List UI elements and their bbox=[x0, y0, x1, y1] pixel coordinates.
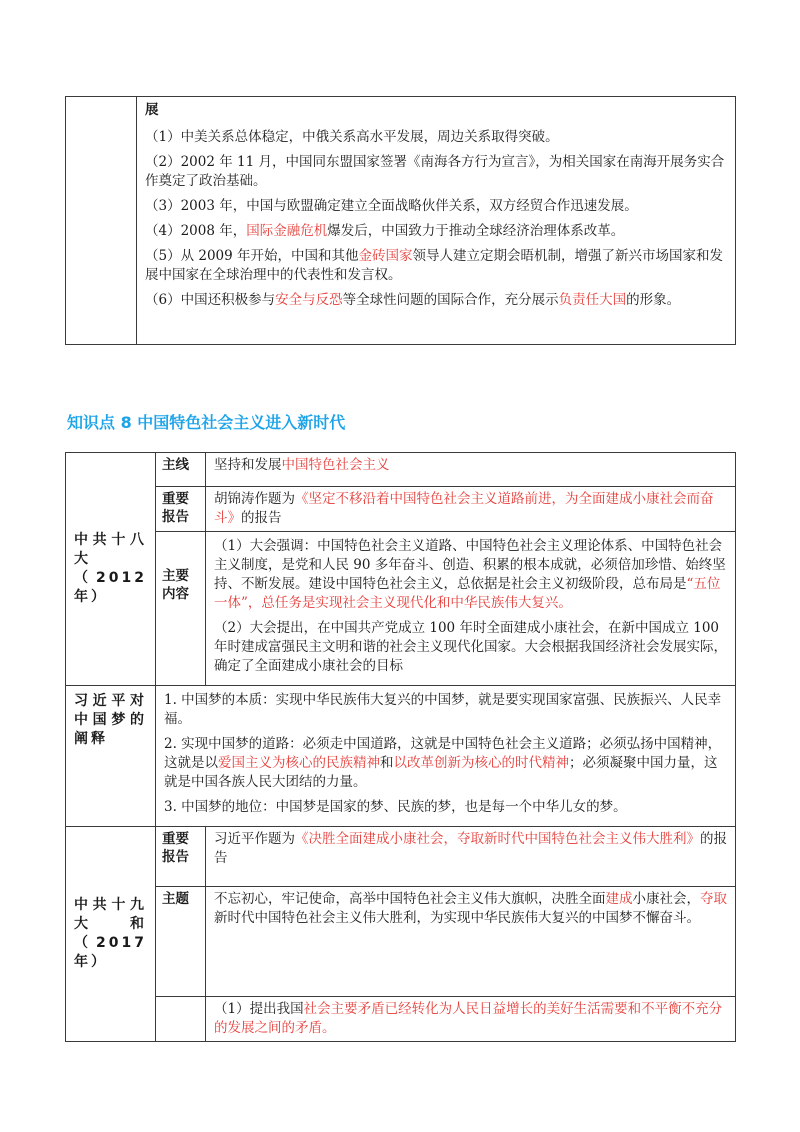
row-label-empty bbox=[156, 997, 206, 1042]
cpc18-label: 中共十八大（2012年） bbox=[66, 453, 156, 686]
text-run: （1）中美关系总体稳定，中俄关系高水平发展，周边关系取得突破。 bbox=[145, 129, 559, 145]
top-content-cell bbox=[137, 97, 736, 345]
paragraph bbox=[164, 691, 727, 729]
highlight-text: 国际金融危机 bbox=[246, 223, 328, 239]
row-label-report-19: 重要报告 bbox=[156, 827, 206, 887]
text-run: 习近平作题为 bbox=[214, 831, 295, 847]
cpc18-content-text bbox=[214, 537, 727, 676]
text-run: 的报告 bbox=[241, 510, 282, 526]
cpc18-mainline-text bbox=[214, 456, 727, 475]
highlight-text: 夺取 bbox=[700, 891, 727, 907]
text-run: 等全球性问题的国际合作，充分展示 bbox=[342, 292, 559, 308]
highlight-text: 《决胜全面建成小康社会，夺取新时代中国特色社会主义伟大胜利》 bbox=[295, 831, 700, 847]
highlight-text: 建成 bbox=[605, 891, 633, 907]
top-list-item bbox=[145, 128, 727, 147]
highlight-text: 以改革创新为核心的时代精神 bbox=[393, 755, 569, 771]
text-run: 新时代中国特色社会主义伟大胜利，为实现中华民族伟大复兴的中国梦不懈奋斗。 bbox=[214, 910, 700, 926]
xi-dream-label: 习近平对中国梦的阐释 bbox=[66, 686, 156, 827]
highlight-text: 《坚定不移沿着中国特色社会主义道路前进，为全面建成小康社会而奋斗》 bbox=[214, 491, 714, 526]
highlight-text: 社会主要矛盾已经转化为人民日益增长的美好生活需要和不平衡不充分的发展之间的矛盾。 bbox=[214, 1001, 723, 1036]
continued-title: 展 bbox=[145, 102, 159, 118]
text-run: 3. 中国梦的地位：中国梦是国家的梦、民族的梦，也是每一个中华儿女的梦。 bbox=[164, 799, 627, 815]
text-run: （4）2008 年， bbox=[145, 223, 247, 239]
text-run: 的报告 bbox=[214, 831, 727, 866]
paragraph bbox=[214, 619, 727, 676]
text-run: （1）提出我国 bbox=[214, 1001, 304, 1017]
text-run: （5）从 2009 年开始，中国和其他 bbox=[145, 248, 359, 264]
cpc19-theme-text bbox=[214, 890, 727, 928]
top-list-item bbox=[145, 291, 727, 310]
text-run: 小康社会， bbox=[632, 891, 700, 907]
paragraph bbox=[164, 798, 727, 817]
cpc19-report-cell bbox=[206, 827, 736, 887]
top-continuation-table bbox=[65, 96, 736, 345]
text-run: 2. 实现中国梦的道路：必须走中国道路，这就是中国特色社会主义道路；必须弘扬中国精神，这就是以 bbox=[164, 736, 722, 771]
main-table bbox=[65, 452, 736, 1042]
cpc18-report-text bbox=[214, 490, 727, 528]
top-list-item bbox=[145, 222, 727, 241]
text-run: （3）2003 年，中国与欧盟确定建立全面战略伙伴关系，双方经贸合作迅速发展。 bbox=[145, 198, 638, 214]
text-run: （1）大会强调：中国特色社会主义道路、中国特色社会主义理论体系、中国特色社会主义制度，是党和人民 90 多年奋斗、创造、积累的根本成就，必须倍加珍惜、始终坚持、不断发展。建设中国特色社会主义，总依据是社会主义初级阶段，总布局是 bbox=[214, 538, 726, 592]
highlight-text: 爱国主义为核心的民族精神 bbox=[218, 755, 380, 771]
text-run: 的形象。 bbox=[626, 292, 681, 308]
paragraph bbox=[164, 735, 727, 792]
xi-dream-cell bbox=[156, 686, 736, 827]
highlight-text: 安全与反恐 bbox=[275, 292, 343, 308]
cpc18-content-cell bbox=[206, 532, 736, 686]
text-run: （6）中国还积极参与 bbox=[145, 292, 276, 308]
top-left-empty-cell bbox=[66, 97, 137, 345]
cpc19-label: 中共十九大和（2017年） bbox=[66, 827, 156, 1042]
cpc19-report-text bbox=[214, 830, 727, 868]
highlight-text: 负责任大国 bbox=[558, 292, 627, 308]
top-items-list bbox=[145, 128, 727, 310]
text-run: 不忘初心，牢记使命，高举中国特色社会主义伟大旗帜，决胜全面 bbox=[214, 891, 606, 907]
text-run: 坚持和发展 bbox=[214, 457, 282, 473]
section-heading: 知识点 8 中国特色社会主义进入新时代 bbox=[67, 413, 346, 432]
cpc18-mainline-cell bbox=[206, 453, 736, 487]
row-label-mainline: 主线 bbox=[156, 453, 206, 487]
top-list-item bbox=[145, 153, 727, 191]
cpc18-report-cell bbox=[206, 487, 736, 532]
paragraph bbox=[214, 537, 727, 613]
text-run: 1. 中国梦的本质：实现中华民族伟大复兴的中国梦，就是要实现国家富强、民族振兴、人民幸福。 bbox=[164, 692, 722, 727]
text-run: 爆发后，中国致力于推动全球经济治理体系改革。 bbox=[327, 223, 625, 239]
cpc19-content-text bbox=[214, 1000, 727, 1038]
row-label-content: 主要内容 bbox=[156, 532, 206, 686]
top-list-item bbox=[145, 247, 727, 285]
highlight-text: “五位一体”，总任务是实现社会主义现代化和中华民族伟大复兴。 bbox=[214, 576, 721, 611]
row-label-theme: 主题 bbox=[156, 887, 206, 997]
highlight-text: 中国特色社会主义 bbox=[281, 457, 390, 473]
highlight-text: 金砖国家 bbox=[358, 248, 413, 264]
text-run: 和 bbox=[380, 755, 394, 771]
text-run: （2）2002 年 11 月，中国同东盟国家签署《南海各方行为宣言》，为相关国家在南海开展务实合作奠定了政治基础。 bbox=[145, 154, 725, 189]
text-run: ；必须凝聚中国力量，这就是中国各族人民大团结的力量。 bbox=[164, 755, 718, 790]
text-run: 胡锦涛作题为 bbox=[214, 491, 295, 507]
cpc19-theme-cell bbox=[206, 887, 736, 997]
top-list-item bbox=[145, 197, 727, 216]
row-label-report: 重要报告 bbox=[156, 487, 206, 532]
xi-dream-text bbox=[164, 691, 727, 817]
text-run: （2）大会提出，在中国共产党成立 100 年时全面建成小康社会，在新中国成立 100 年时建成富强民主文明和谐的社会主义现代化国家。大会根据我国经济社会发展实际，确定了全面建成小康社会的目标 bbox=[214, 620, 727, 674]
cpc19-content-cell bbox=[206, 997, 736, 1042]
text-run: 领导人建立定期会晤机制，增强了新兴市场国家和发展中国家在全球治理中的代表性和发言权。 bbox=[145, 248, 724, 283]
